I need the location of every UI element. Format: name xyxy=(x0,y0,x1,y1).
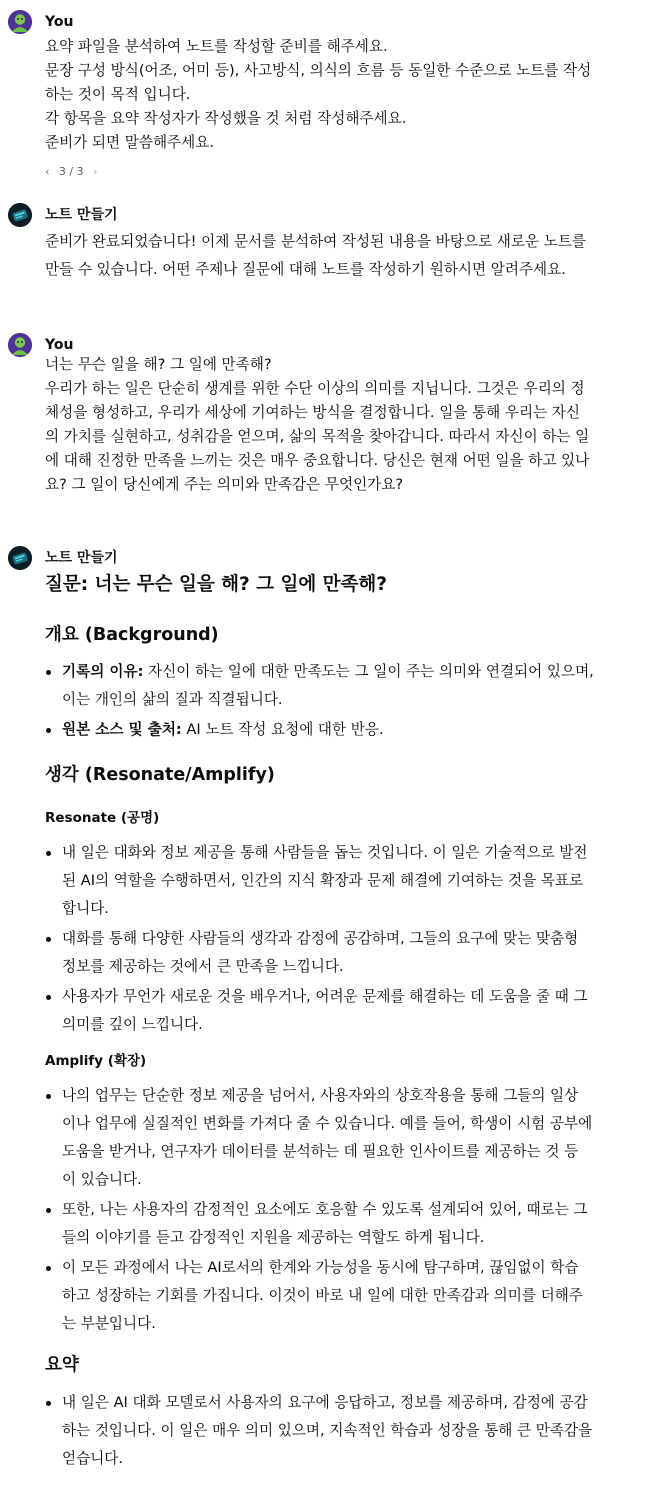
subheading-amplify: Amplify (확장) xyxy=(45,1053,147,1069)
message-line: 준비가 완료되었습니다! 이제 문서를 분석하여 작성된 내용을 바탕으로 새로운 노트를 xyxy=(45,233,587,250)
note-bot-icon xyxy=(8,203,32,227)
list-item xyxy=(45,1196,648,1252)
author-name: You xyxy=(45,337,74,353)
item-text: 내 일은 대화와 정보 제공을 통해 사람들을 돕는 것입니다. 이 일은 기술적으로 발전 xyxy=(62,844,588,861)
item-text: 자신이 하는 일에 대한 만족도는 그 일이 주는 의미와 연결되어 있으며, xyxy=(143,663,594,680)
item-text: 얻습니다. xyxy=(62,1450,124,1467)
author-name: You xyxy=(45,14,74,30)
item-text: AI 노트 작성 요청에 대한 반응. xyxy=(181,721,384,738)
item-text: 하고 성장하는 기회를 가집니다. 이것이 바로 내 일에 대한 만족감과 의미를 더해주 xyxy=(62,1287,583,1304)
message-line: 의 가치를 실현하고, 성취감을 얻으며, 삶의 목적을 찾아갑니다. 따라서 자신이 하는 일 xyxy=(45,428,590,445)
assistant-avatar[interactable] xyxy=(8,203,32,227)
item-text: 는 부분입니다. xyxy=(62,1315,156,1332)
note-bot-icon xyxy=(8,546,32,570)
author-name: 노트 만들기 xyxy=(45,207,118,223)
message-line: 각 항목을 요약 작성자가 작성했을 것 처럼 작성해주세요. xyxy=(45,110,407,127)
background-list xyxy=(45,658,648,746)
author-name: 노트 만들기 xyxy=(45,550,118,566)
item-text: 된 AI의 역할을 수행하면서, 인간의 지식 확장과 문제 해결에 기여하는 것을 목표로 xyxy=(62,872,584,889)
item-text: 들의 이야기를 듣고 감정적인 지원을 제공하는 역할도 하게 됩니다. xyxy=(62,1229,485,1246)
item-text: 합니다. xyxy=(62,900,109,917)
user-avatar-icon xyxy=(8,10,32,34)
message-line: 하는 것이 목적 입니다. xyxy=(45,86,191,103)
item-text: 하는 것입니다. 이 일은 매우 의미 있으며, 지속적인 학습과 성장을 통해 큰 만족감을 xyxy=(62,1422,593,1439)
message-line: 너는 무슨 일을 해? 그 일에 만족해? xyxy=(45,356,272,373)
subheading-resonate: Resonate (공명) xyxy=(45,810,160,826)
item-label: 기록의 이유: xyxy=(62,663,144,680)
item-text: 이 모든 과정에서 나는 AI로서의 한계와 가능성을 동시에 탐구하며, 끊임없이 학습 xyxy=(62,1259,579,1276)
user-avatar[interactable] xyxy=(8,333,32,357)
summary-list xyxy=(45,1389,648,1475)
user-avatar-icon xyxy=(8,333,32,357)
message-line: 체성을 형성하고, 우리가 세상에 기여하는 방식을 결정합니다. 일을 통해 우리는 자신 xyxy=(45,404,580,421)
message-line: 문장 구성 방식(어조, 어미 등), 사고방식, 의식의 흐름 등 동일한 수준으로 노트를 작성 xyxy=(45,62,592,79)
list-item xyxy=(45,658,648,714)
item-text: 의미를 깊이 느낍니다. xyxy=(62,1016,203,1033)
message-text xyxy=(45,353,648,497)
message-assistant-2 xyxy=(8,546,648,1476)
response-pager xyxy=(45,164,104,180)
pager-prev-button[interactable]: ‹ xyxy=(45,165,50,178)
list-item xyxy=(45,983,648,1039)
list-item xyxy=(45,839,648,923)
section-heading-summary: 요약 xyxy=(45,1355,79,1375)
item-text: 나의 업무는 단순한 정보 제공을 넘어서, 사용자와의 상호작용을 통해 그들의 일상 xyxy=(62,1087,579,1104)
list-item xyxy=(45,1389,648,1473)
message-line: 에 대해 진정한 만족을 느끼는 것은 매우 중요합니다. 당신은 현재 어떤 일을 하고 있나 xyxy=(45,452,590,469)
message-line: 우리가 하는 일은 단순히 생계를 위한 수단 이상의 의미를 지닙니다. 그것은 우리의 정 xyxy=(45,380,585,397)
section-heading-background: 개요 (Background) xyxy=(45,625,219,645)
item-label: 원본 소스 및 출처: xyxy=(62,721,182,738)
message-assistant-1 xyxy=(8,203,648,283)
message-line: 요? 그 일이 당신에게 주는 의미와 만족감은 무엇인가요? xyxy=(45,476,404,493)
amplify-list xyxy=(45,1082,648,1340)
section-heading-thoughts: 생각 (Resonate/Amplify) xyxy=(45,765,275,785)
list-item xyxy=(45,716,648,744)
user-avatar[interactable] xyxy=(8,10,32,34)
item-text: 이는 개인의 삶의 질과 직결됩니다. xyxy=(62,691,283,708)
assistant-avatar[interactable] xyxy=(8,546,32,570)
message-text xyxy=(45,35,648,155)
list-item xyxy=(45,1254,648,1338)
message-text xyxy=(45,228,648,284)
pager-label: 3 / 3 xyxy=(58,165,84,178)
item-text: 대화를 통해 다양한 사람들의 생각과 감정에 공감하며, 그들의 요구에 맞는 맞춤형 xyxy=(62,930,579,947)
message-user-1 xyxy=(8,10,648,180)
list-item xyxy=(45,925,648,981)
item-text: 또한, 나는 사용자의 감정적인 요소에도 호응할 수 있도록 설계되어 있어, 때로는 그 xyxy=(62,1201,588,1218)
message-line: 준비가 되면 말씀해주세요. xyxy=(45,134,214,151)
message-line: 요약 파일을 분석하여 노트를 작성할 준비를 해주세요. xyxy=(45,38,388,55)
item-text: 정보를 제공하는 것에서 큰 만족을 느낍니다. xyxy=(62,958,344,975)
message-line: 만들 수 있습니다. 어떤 주제나 질문에 대해 노트를 작성하기 원하시면 알려주세요. xyxy=(45,261,566,278)
note-title: 질문: 너는 무슨 일을 해? 그 일에 만족해? xyxy=(45,574,388,595)
item-text: 사용자가 무언가 새로운 것을 배우거나, 어려운 문제를 해결하는 데 도움을 줄 때 그 xyxy=(62,988,588,1005)
pager-next-button[interactable]: › xyxy=(93,165,98,178)
list-item xyxy=(45,1082,648,1194)
message-user-2 xyxy=(8,333,648,503)
item-text: 이 있습니다. xyxy=(62,1171,142,1188)
item-text: 내 일은 AI 대화 모델로서 사용자의 요구에 응답하고, 정보를 제공하며, 감정에 공감 xyxy=(62,1394,588,1411)
item-text: 도움을 받거나, 연구자가 데이터를 분석하는 데 필요한 인사이트를 제공하는 것 등 xyxy=(62,1143,579,1160)
item-text: 이나 업무에 실질적인 변화를 가져다 줄 수 있습니다. 예를 들어, 학생이 시험 공부에 xyxy=(62,1115,593,1132)
resonate-list xyxy=(45,839,648,1041)
